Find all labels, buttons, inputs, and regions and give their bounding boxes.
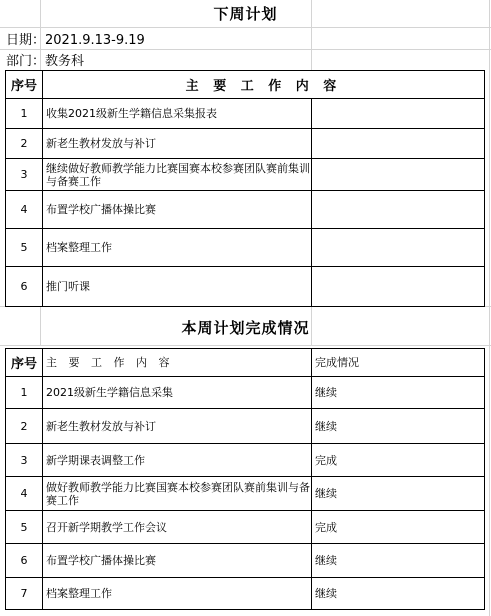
table-border	[311, 98, 312, 307]
header-main-content: 主 要 工 作 内 容	[46, 356, 174, 369]
row-status: 完成	[315, 453, 337, 467]
table-border	[484, 348, 485, 610]
row-number: 6	[20, 554, 28, 567]
row-number: 4	[20, 487, 28, 500]
row-content: 新学期课表调整工作	[46, 453, 145, 467]
row-content: 召开新学期教学工作会议	[46, 520, 167, 534]
row-status: 继续	[315, 587, 337, 600]
table-border	[5, 609, 485, 610]
row-number: 4	[20, 203, 28, 216]
next-week-title: 下周计划	[213, 5, 278, 23]
row-content: 收集2021级新生学籍信息采集报表	[46, 107, 217, 120]
row-content: 2021级新生学籍信息采集	[46, 386, 173, 399]
row-content: 布置学校广播体操比赛	[46, 554, 156, 567]
header-serial: 序号	[10, 79, 37, 94]
department-label: 部门：教务科	[6, 54, 85, 69]
row-content: 新老生教材发放与补订	[46, 137, 156, 150]
header-serial: 序号	[10, 357, 37, 372]
row-content: 继续做好教师教学能力比赛国赛本校参赛团队赛前集训与备赛工作	[46, 161, 310, 188]
row-number: 5	[20, 241, 28, 254]
row-status: 继续	[315, 386, 337, 399]
table-border	[484, 70, 485, 307]
row-number: 2	[20, 137, 28, 150]
row-number: 1	[20, 386, 28, 399]
date-label: 日期：2021.9.13-9.19	[6, 32, 145, 48]
row-status: 继续	[315, 487, 337, 500]
row-status: 继续	[315, 419, 337, 433]
row-content: 新老生教材发放与补订	[46, 419, 156, 433]
row-content: 布置学校广播体操比赛	[46, 203, 156, 216]
header-main-content: 主 要 工 作 内 容	[185, 79, 342, 94]
row-number: 2	[20, 419, 28, 433]
row-number: 3	[20, 453, 28, 467]
row-content: 档案整理工作	[46, 587, 112, 600]
row-content: 做好教师教学能力比赛国赛本校参赛团队赛前集训与备赛工作	[46, 480, 310, 507]
row-status: 完成	[315, 520, 337, 534]
row-number: 7	[20, 587, 28, 600]
row-number: 6	[20, 280, 28, 293]
row-number: 1	[20, 107, 28, 120]
row-number: 5	[20, 520, 28, 534]
header-completion-status: 完成情况	[315, 356, 359, 369]
this-week-title: 本周计划完成情况	[181, 319, 310, 337]
row-content: 档案整理工作	[46, 241, 112, 254]
row-status: 继续	[315, 554, 337, 567]
row-number: 3	[20, 168, 28, 181]
row-content: 推门听课	[46, 280, 90, 293]
